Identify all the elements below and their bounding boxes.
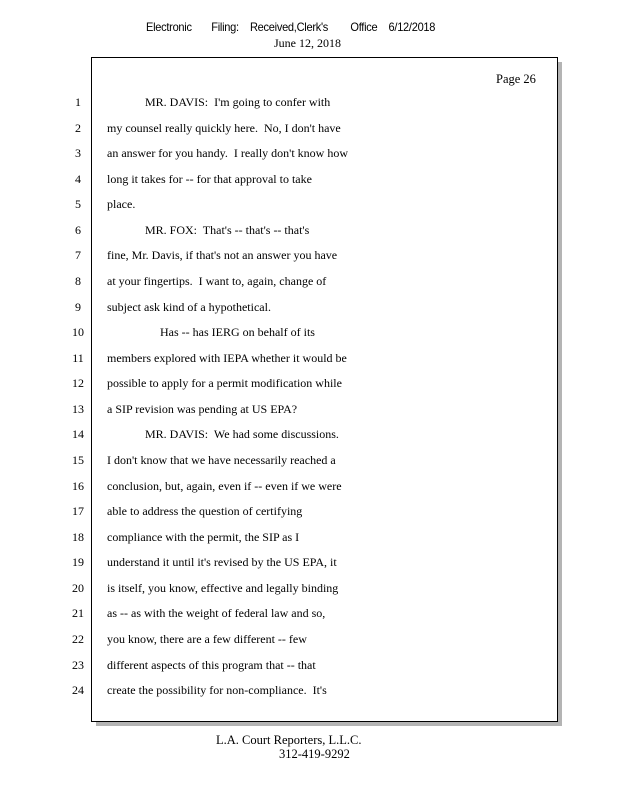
line-number: 1	[75, 95, 81, 109]
transcript-line: able to address the question of certifying	[107, 504, 303, 519]
stamp-part: 6/12/2018	[388, 20, 436, 34]
filing-stamp	[146, 20, 435, 34]
transcript-line: members explored with IEPA whether it would be	[107, 350, 347, 365]
transcript-line: MR. FOX: That's -- that's -- that's	[145, 222, 310, 237]
transcript-line: you know, there are a few different -- few	[107, 631, 307, 646]
transcript-line: different aspects of this program that -- that	[107, 657, 316, 672]
line-number: 24	[72, 683, 84, 698]
transcript-line: long it takes for -- for that approval to take	[107, 171, 312, 186]
line-number: 12	[72, 376, 84, 391]
line-number: 11	[72, 350, 84, 365]
line-number: 4	[75, 171, 81, 186]
transcript-line: an answer for you handy. I really don't know how	[107, 146, 348, 161]
transcript-line: fine, Mr. Davis, if that's not an answer you have	[107, 248, 338, 263]
transcript-line: at your fingertips. I want to, again, change of	[107, 273, 327, 288]
line-number: 21	[72, 606, 84, 621]
line-number: 2	[75, 120, 81, 135]
line-number: 13	[72, 401, 84, 416]
transcript-line: MR. DAVIS: We had some discussions.	[145, 427, 339, 442]
transcript-line: compliance with the permit, the SIP as I	[107, 529, 300, 544]
transcript-line: place.	[107, 197, 136, 212]
stamp-part: Office	[350, 20, 378, 34]
footer-company: L.A. Court Reporters, L.L.C.	[216, 733, 362, 747]
line-number: 3	[75, 146, 81, 161]
line-number: 22	[72, 631, 84, 646]
stamp-part: Received,Clerk's	[249, 20, 329, 34]
transcript-line: subject ask kind of a hypothetical.	[107, 299, 271, 314]
header-date: June 12, 2018	[274, 36, 341, 50]
transcript-line: conclusion, but, again, even if -- even if we were	[107, 478, 342, 493]
transcript-line: as -- as with the weight of federal law and so,	[107, 606, 326, 621]
page-number: Page 26	[496, 72, 536, 86]
line-number: 14	[72, 427, 84, 442]
transcript-line: possible to apply for a permit modification while	[107, 376, 342, 391]
stamp-part: Filing:	[211, 20, 239, 34]
line-number: 8	[75, 273, 81, 288]
line-number: 15	[72, 452, 84, 467]
line-number: 10	[72, 325, 84, 340]
transcript-line: Has -- has IERG on behalf of its	[160, 325, 315, 340]
line-number: 17	[72, 504, 84, 519]
transcript-line: understand it until it's revised by the US EPA, it	[107, 555, 337, 570]
line-number: 18	[72, 529, 84, 544]
transcript-line: a SIP revision was pending at US EPA?	[107, 401, 298, 416]
stamp-part: Electronic	[146, 20, 192, 34]
line-number: 9	[75, 299, 81, 314]
line-number: 16	[72, 478, 84, 493]
line-number: 19	[72, 555, 84, 570]
transcript-line: create the possibility for non-compliance. It's	[107, 683, 327, 698]
transcript-line: my counsel really quickly here. No, I don't have	[107, 120, 341, 135]
footer-phone: 312-419-9292	[279, 747, 350, 761]
transcript-line: MR. DAVIS: I'm going to confer with	[145, 95, 331, 109]
transcript-line: is itself, you know, effective and legally binding	[107, 580, 339, 595]
line-number: 5	[75, 197, 81, 212]
line-number: 23	[72, 657, 84, 672]
line-number: 6	[75, 222, 81, 237]
transcript-line: I don't know that we have necessarily reached a	[107, 452, 336, 467]
line-number: 7	[75, 248, 81, 263]
line-number: 20	[72, 580, 84, 595]
